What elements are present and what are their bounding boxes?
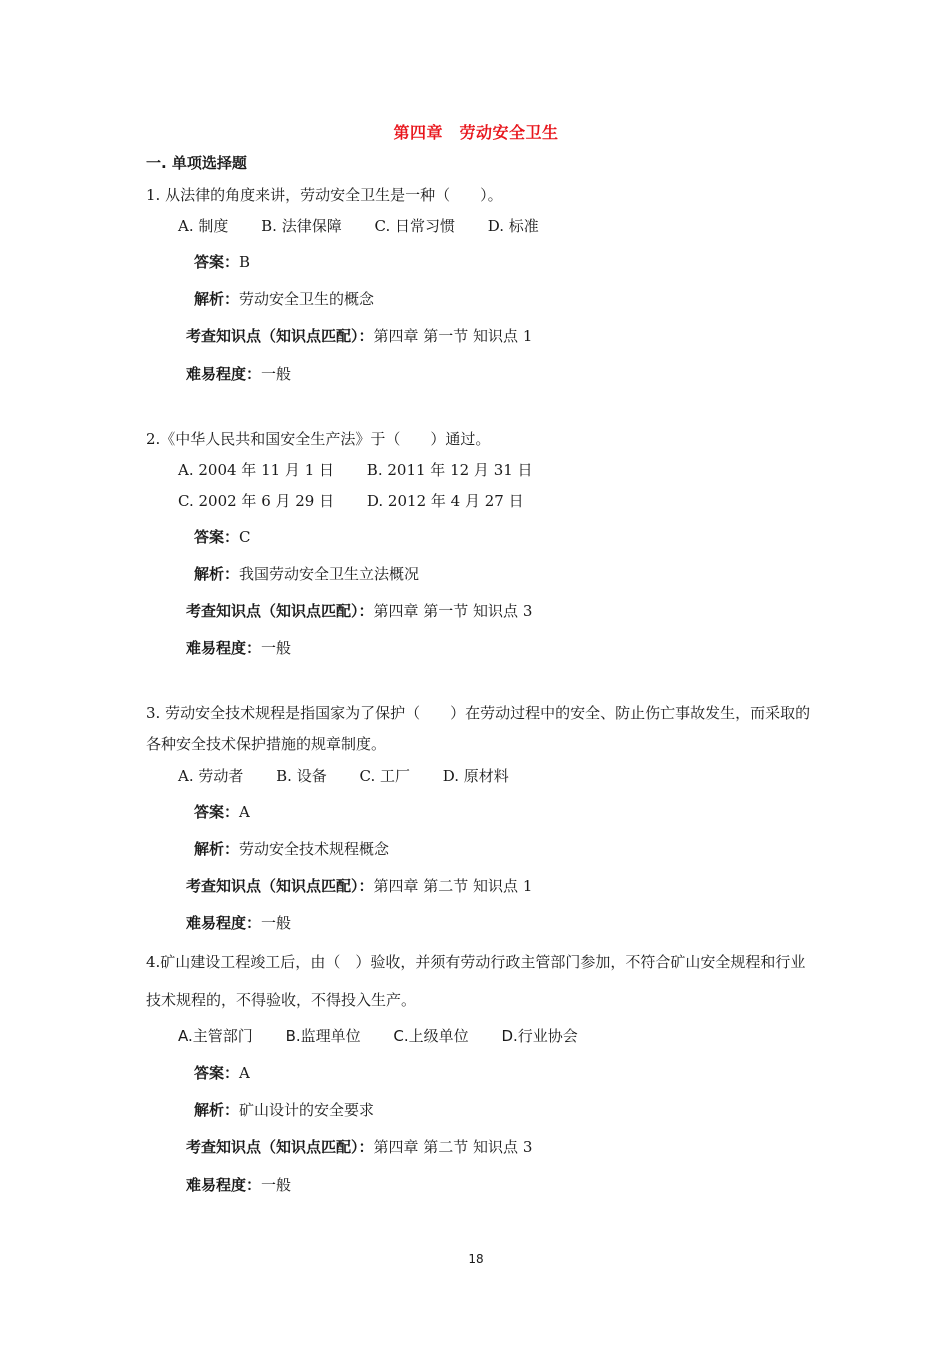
question-2-text: 2.《中华人民共和国安全生产法》于（ ）通过。 xyxy=(146,430,491,448)
option: A. 2004 年 11 月 1 日 xyxy=(178,461,335,479)
option: D. 原材料 xyxy=(442,767,509,785)
knowledge-label: 考查知识点（知识点匹配）： xyxy=(186,327,374,345)
knowledge-value: 第四章 第一节 知识点 3 xyxy=(373,602,533,620)
question-1-text: 1. 从法律的角度来讲，劳动安全卫生是一种（ ）。 xyxy=(146,186,503,204)
answer-value: C xyxy=(239,528,251,546)
question-3-options xyxy=(178,765,537,786)
question-3-analysis xyxy=(194,838,389,859)
analysis-value: 劳动安全卫生的概念 xyxy=(239,290,375,308)
question-3-knowledge xyxy=(186,875,532,896)
knowledge-label: 考查知识点（知识点匹配）： xyxy=(186,877,374,895)
answer-label: 答案： xyxy=(194,528,240,546)
question-4-knowledge xyxy=(186,1136,532,1157)
analysis-label: 解析： xyxy=(194,565,240,583)
question-2-difficulty xyxy=(186,637,291,658)
analysis-value: 矿山设计的安全要求 xyxy=(239,1101,375,1119)
option: B. 设备 xyxy=(276,767,327,785)
knowledge-value: 第四章 第二节 知识点 3 xyxy=(373,1138,533,1156)
knowledge-value: 第四章 第一节 知识点 1 xyxy=(373,327,533,345)
question-1-difficulty xyxy=(186,363,291,384)
question-3-text: 3. 劳动安全技术规程是指国家为了保护（ ）在劳动过程中的安全、防止伤亡事故发生，而采取的各种安全技术保护措施的规章制度。 xyxy=(146,704,811,753)
question-3-answer xyxy=(194,801,250,822)
option: C. 日常习惯 xyxy=(374,217,455,235)
difficulty-value: 一般 xyxy=(261,639,292,657)
question-3-difficulty xyxy=(186,912,291,933)
difficulty-value: 一般 xyxy=(261,1176,292,1194)
knowledge-label: 考查知识点（知识点匹配）： xyxy=(186,1138,374,1156)
option: A.主管部门 xyxy=(178,1027,253,1045)
difficulty-label: 难易程度： xyxy=(186,365,262,383)
question-4-options xyxy=(178,1025,606,1046)
answer-value: B xyxy=(239,253,251,271)
question-4-difficulty xyxy=(186,1174,291,1195)
answer-value: A xyxy=(239,1064,250,1082)
option: B. 2011 年 12 月 31 日 xyxy=(366,461,533,479)
difficulty-label: 难易程度： xyxy=(186,639,262,657)
option: C. 工厂 xyxy=(359,767,410,785)
answer-label: 答案： xyxy=(194,803,240,821)
analysis-label: 解析： xyxy=(194,290,240,308)
knowledge-value: 第四章 第二节 知识点 1 xyxy=(373,877,533,895)
analysis-label: 解析： xyxy=(194,1101,240,1119)
analysis-value: 我国劳动安全卫生立法概况 xyxy=(239,565,420,583)
option: C.上级单位 xyxy=(393,1027,469,1045)
question-2-options-row-2 xyxy=(178,490,552,511)
analysis-label: 解析： xyxy=(194,840,240,858)
question-4-answer xyxy=(194,1062,250,1083)
option: A. 劳动者 xyxy=(178,767,244,785)
option: A. 制度 xyxy=(178,217,229,235)
answer-value: A xyxy=(239,803,250,821)
option: B.监理单位 xyxy=(285,1027,361,1045)
difficulty-label: 难易程度： xyxy=(186,914,262,932)
question-1-answer xyxy=(194,251,250,272)
knowledge-label: 考查知识点（知识点匹配）： xyxy=(186,602,374,620)
option: B. 法律保障 xyxy=(261,217,342,235)
option: D. 2012 年 4 月 27 日 xyxy=(366,492,524,510)
option: D.行业协会 xyxy=(501,1027,578,1045)
section-heading: 一. 单项选择题 xyxy=(146,154,247,172)
question-1-analysis xyxy=(194,288,374,309)
difficulty-value: 一般 xyxy=(261,914,292,932)
question-1-options xyxy=(178,215,567,236)
question-2-knowledge xyxy=(186,600,532,621)
question-2-options-row-1 xyxy=(178,459,561,480)
question-1-knowledge xyxy=(186,325,532,346)
difficulty-value: 一般 xyxy=(261,365,292,383)
question-4-analysis xyxy=(194,1099,374,1120)
question-4-text: 4.矿山建设工程竣工后，由（ ）验收，并须有劳动行政主管部门参加，不符合矿山安全规程和行业技术规程的，不得验收，不得投入生产。 xyxy=(146,953,806,1009)
answer-label: 答案： xyxy=(194,1064,240,1082)
difficulty-label: 难易程度： xyxy=(186,1176,262,1194)
question-2-answer xyxy=(194,526,251,547)
question-2-analysis xyxy=(194,563,419,584)
page-number: 18 xyxy=(468,1252,484,1266)
option: D. 标准 xyxy=(487,217,539,235)
option: C. 2002 年 6 月 29 日 xyxy=(178,492,335,510)
answer-label: 答案： xyxy=(194,253,240,271)
chapter-title: 第四章 劳动安全卫生 xyxy=(393,123,559,142)
analysis-value: 劳动安全技术规程概念 xyxy=(239,840,390,858)
